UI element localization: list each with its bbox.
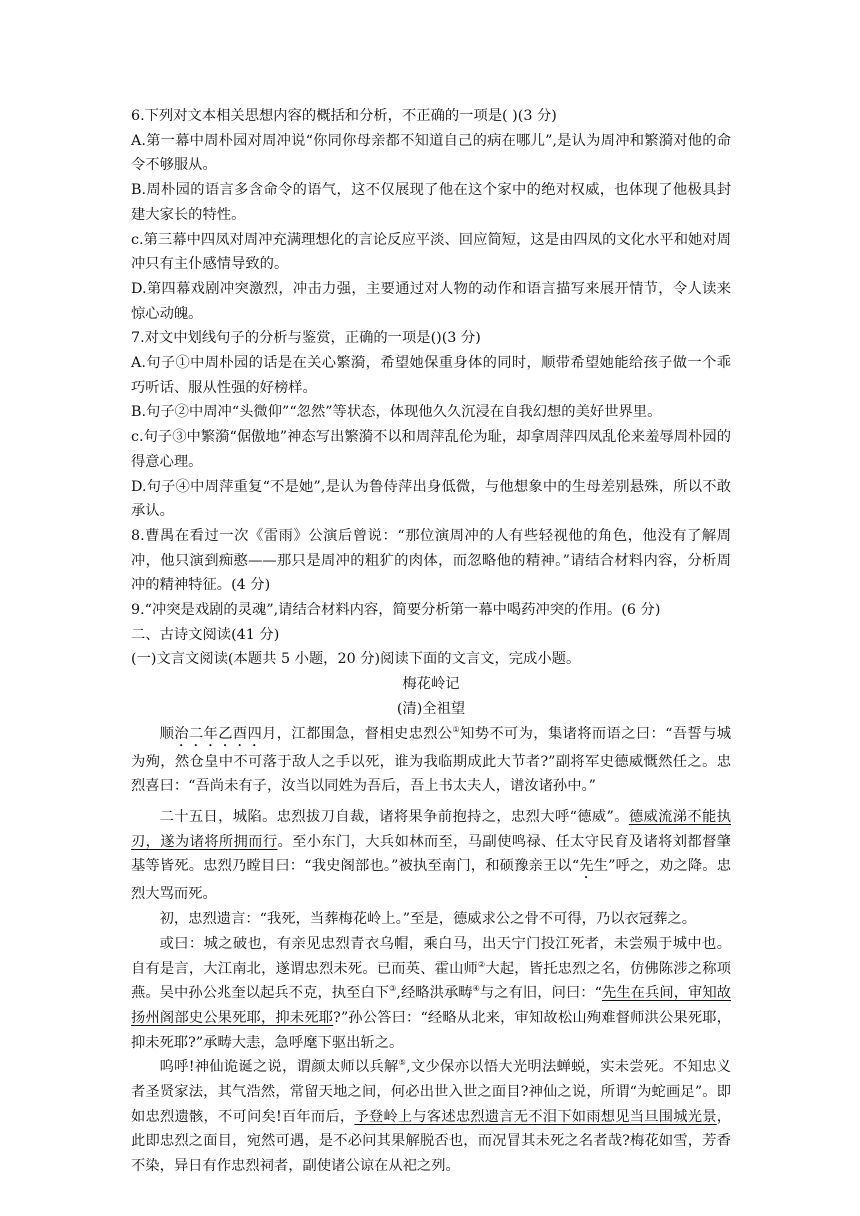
- passage-title: 梅花岭记: [402, 676, 460, 693]
- p1-rest: 知势不可为，集诸将而语之曰：“吾誓与城为殉，然仓皇中不可落于敌人之手以死，谁为我临期成此大节者?”副将军史德威慨然任之。忠烈喜曰：“吾尚未有子，汝当以同姓为吾后，吾上书太夫人，谱汝诸孙中。”: [131, 725, 732, 795]
- p2-tail: 生”呼之，劝之降。忠烈大骂而死。: [131, 858, 731, 903]
- p4-d: 与之有旧，问曰：“: [479, 985, 602, 1002]
- p1-post: 月，江都围急，督相史忠烈公: [262, 725, 453, 742]
- section-heading: 二、古诗文阅读(41 分): [131, 626, 280, 643]
- p4-b: 大起，皆托忠烈之名，仿佛陈涉之称项燕。吴中孙公兆奎以起兵不克，执至白下: [131, 960, 732, 1002]
- p4-c: ,经略洪承畴: [396, 985, 473, 1002]
- p4-e: ?”孙公答曰：“经略从北来，审知故松山殉难督师洪公果死耶，抑未死耶?”承畴大恚，急呼麾下驱出斩之。: [131, 1009, 732, 1051]
- passage-paragraph-2: [131, 805, 731, 907]
- p1-dotted: 治二年乙酉四: [174, 725, 263, 742]
- underlined-sentence: 德威流涕不能执刃，遂为诸将所拥而行: [131, 808, 731, 850]
- footnote-mark-4: ④: [472, 984, 480, 994]
- exam-page: [131, 104, 731, 1179]
- p5-c: ，此即忠烈之面目，宛然可遇，是不必问其果解脱否也，而况冒其未死之名者哉?梅花如雪，芳香不染，异日有作忠烈祠者，副使诸公谅在从祀之列。: [131, 1108, 732, 1175]
- footnote-mark-3: ③: [389, 984, 397, 994]
- passage-paragraph-1: [131, 722, 731, 799]
- passage-paragraph-3: 初，忠烈遗言：“我死，当葬梅花岭上。”至是，德威求公之骨不可得，乃以衣冠葬之。: [159, 911, 697, 928]
- q6-stem: 6.下列对文本相关思想内容的概括和分析，不正确的一项是( )(3 分): [131, 108, 557, 124]
- footnote-mark-5: ⑤: [398, 1058, 407, 1068]
- p5-b: ,文少保亦以悟大光明法蝉蜕，实未尝死。不知忠义者圣贤家法，其气浩然，常留天地之间，何必出世入世之面目?神仙之说，所谓“为蛇画足”。即如忠烈遗骸，不可问矣!百年而后，: [131, 1059, 732, 1125]
- q7-stem: 7.对文中划线句子的分析与鉴赏，正确的一项是()(3 分): [131, 330, 481, 347]
- p4-a: 或曰：城之破也，有亲见忠烈青衣乌帽，乘白马，出天宁门投江死者，未尝殒于城中也。自有是言，大江南北，遂谓忠烈未死。已而英、霍山师: [131, 935, 731, 977]
- q6-option-b: B.周朴园的语言多含命令的语气，这不仅展现了他在这个家中的绝对权威，也体现了他极具封建大家长的特性。: [131, 182, 731, 223]
- q6-option-a: A.第一幕中周朴园对周冲说“你同你母亲都不知道自己的病在哪儿”,是认为周冲和繁漪对他的命令不够服从。: [131, 132, 731, 174]
- q7-option-d: D.句子④中周萍重复“不是她”,是认为鲁侍萍出身低微，与他想象中的生母差别悬殊，所以不敢承认。: [131, 478, 731, 520]
- passage-paragraph-4: [131, 932, 731, 1056]
- q7-option-a: A.句子①中周朴园的话是在关心繁漪，希望她保重身体的同时，顺带希望她能给孩子做一个乖巧听话、服从性强的好榜样。: [131, 355, 731, 396]
- q6-option-d: D.第四幕戏剧冲突激烈，冲击力强，主要通过对人物的动作和语言描写来展开情节，令人读来惊心动魄。: [131, 280, 731, 322]
- q6-option-c: c.第三幕中四凤对周冲充满理想化的言论反应平淡、回应简短，这是由四凤的文化水平和她对周冲只有主仆感情导致的。: [131, 231, 731, 273]
- q7-option-c: c.句子③中繁漪“倨傲地”神态写出繁漪不以和周萍乱伦为耻，却拿周萍四凤乱伦来羞辱周朴园的得意心理。: [131, 429, 731, 470]
- q9: 9.“冲突是戏剧的灵魂”,请结合材料内容，简要分析第一幕中喝药冲突的作用。(6 分): [131, 602, 661, 619]
- underlined-sentence: 先生在兵间，审知故扬州阁部史公果死耶，抑未死耶: [131, 985, 732, 1026]
- footnote-mark-2: ②: [478, 959, 486, 969]
- passage-paragraph-5: [131, 1055, 731, 1179]
- p2-dotted: 先: [579, 858, 594, 875]
- underlined-sentence: 予登岭上与客述忠烈遗言无不泪下如雨想见当旦围城光景: [354, 1108, 717, 1125]
- footnote-mark-1: ①: [452, 724, 461, 734]
- p2-post: 。至小东门，大兵如林而至，马副使鸣禄、任太守民育及诸将刘都督肇基等皆死。忠烈乃瞠目曰：“我史阁部也。”被执至南门，和硕豫亲王以“: [131, 833, 732, 875]
- q8: 8.曹禺在看过一次《雷雨》公演后曾说：“那位演周冲的人有些轻视他的角色，他没有了解周冲，他只演到痴憨——那只是周冲的粗犷的肉体，而忽略他的精神。”请结合材料内容，分析周冲的精神特征。(4 分): [131, 527, 731, 594]
- p2-pre: 二十五日，城陷。忠烈拔刀自裁，诸将果争前抱持之，忠烈大呼“德威”。: [159, 808, 629, 825]
- p1-pre: 顺: [159, 725, 175, 742]
- p5-a: 呜呼!神仙诡诞之说，谓颜太师以兵解: [159, 1059, 399, 1076]
- q7-option-b: B.句子②中周冲“头微仰”“忽然”等状态，体现他久久沉浸在自我幻想的美好世界里。: [131, 404, 662, 421]
- passage-author: (清)全祖望: [396, 700, 466, 717]
- subsection-heading: (一)文言文阅读(本题共 5 小题，20 分)阅读下面的文言文，完成小题。: [131, 651, 581, 668]
